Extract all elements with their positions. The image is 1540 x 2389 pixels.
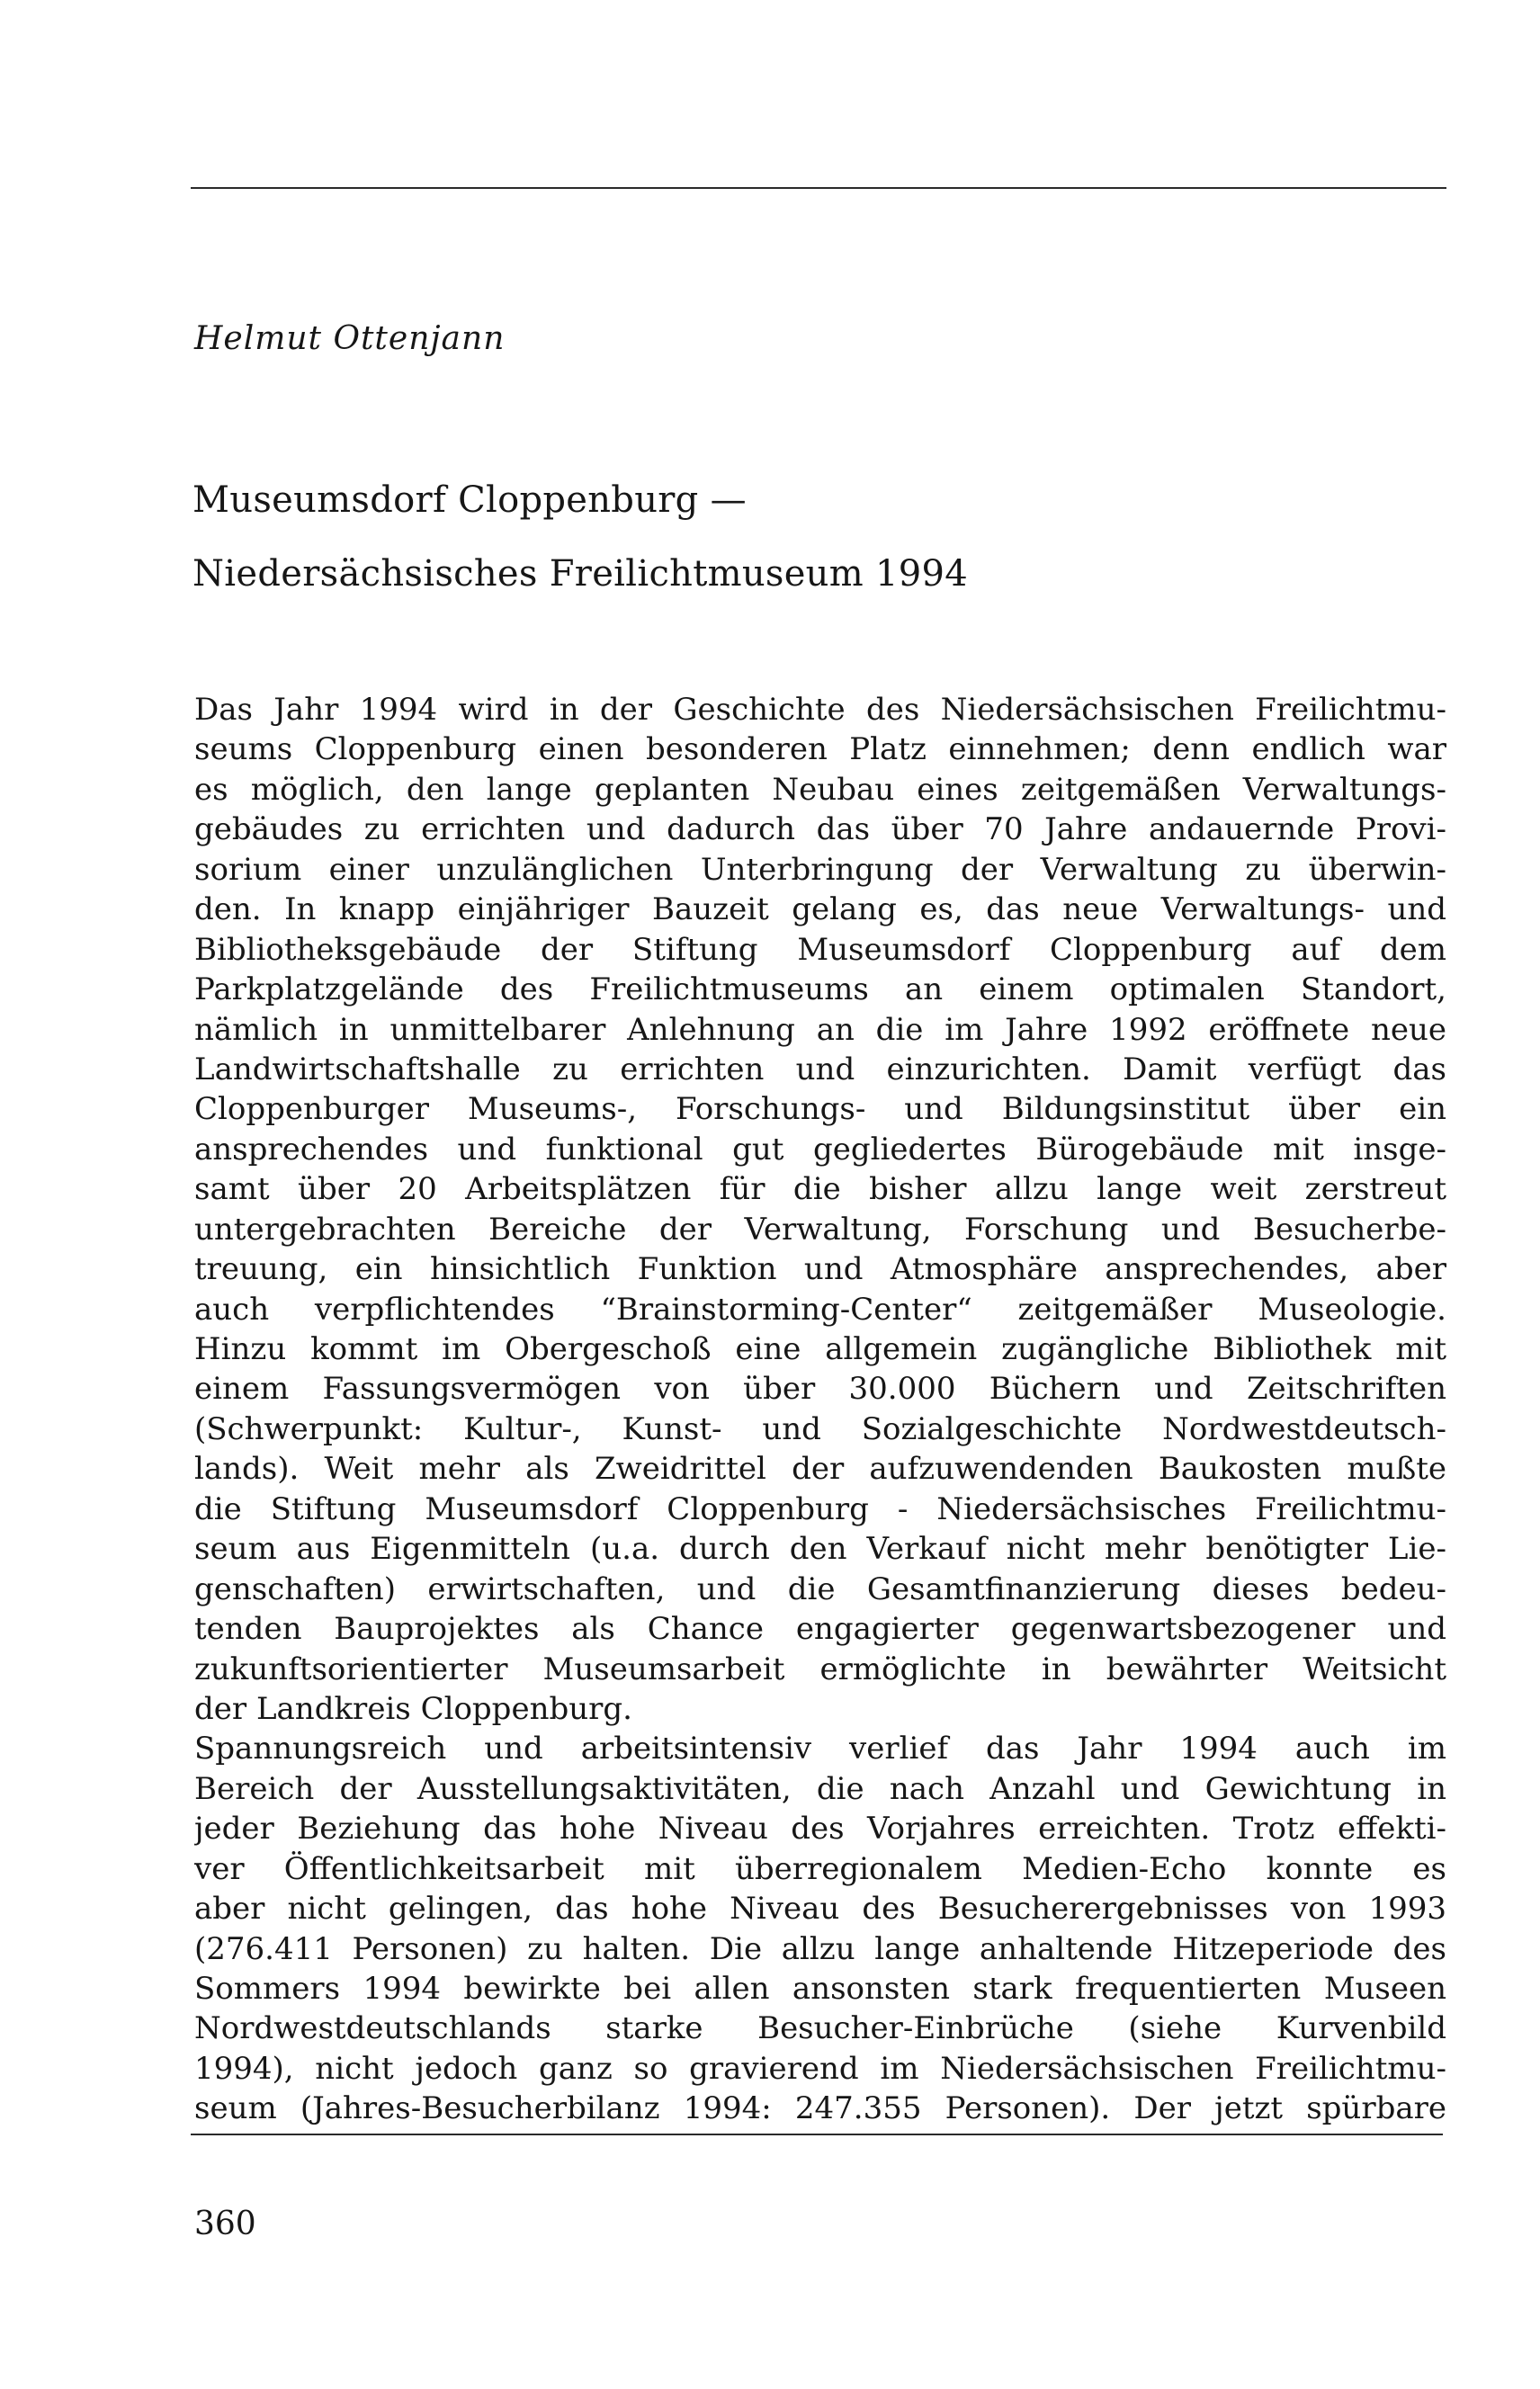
body-line: Hinzu kommt im Obergeschoß eine allgemein zugängliche Bibliothek mit: [194, 1331, 1446, 1367]
body-line: es möglich, den lange geplanten Neubau eines zeitgemäßen Verwaltungs-: [194, 771, 1446, 808]
page-number: 360: [194, 2206, 256, 2242]
body-line: Parkplatzgelände des Freilichtmuseums an einem optimalen Standort,: [194, 971, 1446, 1008]
body-line: der Landkreis Cloppenburg.: [194, 1690, 632, 1727]
body-line: Sommers 1994 bewirkte bei allen ansonsten stark frequentierten Museen: [194, 1971, 1446, 2007]
body-line: seums Cloppenburg einen besonderen Platz einnehmen; denn endlich war: [194, 731, 1446, 768]
title-line-1: Museumsdorf Cloppenburg —: [192, 479, 747, 521]
body-line: sorium einer unzulänglichen Unterbringung der Verwaltung zu überwin-: [194, 851, 1446, 888]
body-line: (Schwerpunkt: Kultur-, Kunst- und Sozialgeschichte Nordwestdeutsch-: [194, 1410, 1446, 1447]
body-line: Nordwestdeutschlands starke Besucher-Einbrüche (siehe Kurvenbild: [194, 2010, 1446, 2047]
body-line: seum (Jahres-Besucherbilanz 1994: 247.355 Personen). Der jetzt spürbare: [194, 2090, 1446, 2127]
body-line: 1994), nicht jedoch ganz so gravierend im Niedersächsischen Freilichtmu-: [194, 2050, 1446, 2087]
body-line: den. In knapp einjähriger Bauzeit gelang es, das neue Verwaltungs- und: [194, 891, 1446, 928]
bottom-rule: [191, 2134, 1443, 2135]
body-line: (276.411 Personen) zu halten. Die allzu lange anhaltende Hitzeperiode des: [194, 1930, 1446, 1967]
body-line: untergebrachten Bereiche der Verwaltung, Forschung und Besucherbe-: [194, 1211, 1446, 1248]
body-line: tenden Bauprojektes als Chance engagierter gegenwartsbezogener und: [194, 1611, 1446, 1648]
top-rule: [191, 187, 1446, 189]
body-line: auch verpflichtendes “Brainstorming-Center“ zeitgemäßer Museologie.: [194, 1291, 1446, 1328]
body-line: treuung, ein hinsichtlich Funktion und Atmosphäre ansprechendes, aber: [194, 1251, 1446, 1288]
article-title: [192, 468, 1470, 606]
body-line: genschaften) erwirtschaften, und die Gesamtfinanzierung dieses bedeu-: [194, 1570, 1446, 1607]
body-line: Bibliotheksgebäude der Stiftung Museumsdorf Cloppenburg auf dem: [194, 931, 1446, 968]
body-line: nämlich in unmittelbarer Anlehnung an die im Jahre 1992 eröffnete neue: [194, 1011, 1446, 1048]
body-line: Cloppenburger Museums-, Forschungs- und Bildungsinstitut über ein: [194, 1091, 1446, 1128]
title-line-2: Niedersächsisches Freilichtmuseum 1994: [192, 553, 968, 595]
body-line: lands). Weit mehr als Zweidrittel der aufzuwendenden Baukosten mußte: [194, 1451, 1446, 1488]
author-name: Helmut Ottenjann: [194, 320, 506, 357]
body-line: samt über 20 Arbeitsplätzen für die bisher allzu lange weit zerstreut: [194, 1171, 1446, 1208]
body-line: ver Öffentlichkeitsarbeit mit überregionalem Medien-Echo konnte es: [194, 1850, 1446, 1887]
body-line: gebäudes zu errichten und dadurch das über 70 Jahre andauernde Provi-: [194, 811, 1446, 848]
body-line: Spannungsreich und arbeitsintensiv verlief das Jahr 1994 auch im: [194, 1731, 1446, 1767]
body-line: Das Jahr 1994 wird in der Geschichte des Niedersächsischen Freilichtmu-: [194, 692, 1446, 728]
body-line: seum aus Eigenmitteln (u.a. durch den Verkauf nicht mehr benötigter Lie-: [194, 1531, 1446, 1568]
body-line: jeder Beziehung das hohe Niveau des Vorjahres erreichten. Trotz effekti-: [194, 1811, 1446, 1848]
body-line: Bereich der Ausstellungsaktivitäten, die nach Anzahl und Gewichtung in: [194, 1770, 1446, 1807]
body-line: zukunftsorientierter Museumsarbeit ermöglichte in bewährter Weitsicht: [194, 1651, 1446, 1687]
body-text: [194, 690, 1446, 2129]
body-line: aber nicht gelingen, das hohe Niveau des Besucherergebnisses von 1993: [194, 1891, 1446, 1928]
body-line: Landwirtschaftshalle zu errichten und einzurichten. Damit verfügt das: [194, 1051, 1446, 1087]
body-line: die Stiftung Museumsdorf Cloppenburg - Niedersächsisches Freilichtmu-: [194, 1490, 1446, 1527]
body-line: einem Fassungsvermögen von über 30.000 Büchern und Zeitschriften: [194, 1371, 1446, 1408]
body-line: ansprechendes und funktional gut gegliedertes Bürogebäude mit insge-: [194, 1131, 1446, 1168]
